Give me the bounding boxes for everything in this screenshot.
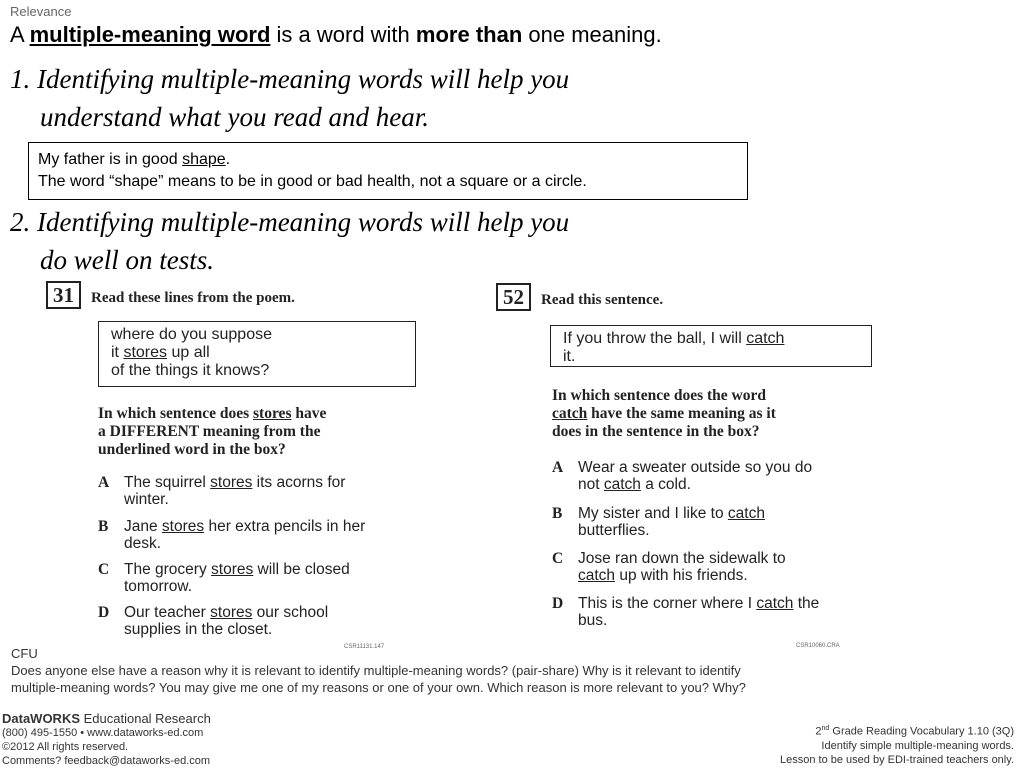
question-line: underlined word in the box? [98, 441, 286, 458]
option-line: Jane stores her extra pencils in her [124, 518, 366, 535]
item-code: CSR11131.147 [344, 644, 385, 650]
lesson-note: Lesson to be used by EDI-trained teachers only. [780, 753, 1014, 766]
footer-right [780, 722, 1014, 767]
cfu-text: Does anyone else have a reason why it is relevant to identify multiple-meaning words? (pair-share) Why is it relevant to identify multiple-meaning words? You may give me one of my reasons or one of your own. Which reason is more relevant to you? Why? [11, 663, 746, 695]
poem-line: of the things it knows? [111, 362, 270, 379]
option-line: tomorrow. [124, 578, 193, 595]
question-text [98, 405, 438, 459]
option-line: The squirrel stores its acorns for [124, 474, 346, 491]
point-1-line2: understand what you read and hear. [40, 102, 429, 132]
definition-suffix: one meaning. [528, 22, 662, 47]
definition [10, 22, 662, 48]
example-sentence-after: . [225, 151, 231, 168]
option-letter: C [552, 550, 564, 567]
option-line: supplies in the closet. [124, 621, 273, 638]
sentence-line: If you throw the ball, I will catch [563, 330, 785, 347]
option-line: The grocery stores will be closed [124, 561, 350, 578]
option-letter: B [98, 518, 109, 535]
sentence-box [550, 325, 872, 367]
option-letter: C [98, 561, 110, 578]
comments: Comments? feedback@dataworks-ed.com [2, 755, 211, 767]
grade-suffix: nd [821, 725, 830, 732]
point-2-line1: 2. Identifying multiple-meaning words will help you [10, 207, 570, 237]
option-letter: B [552, 505, 563, 522]
question-heading: Read these lines from the poem. [91, 290, 295, 306]
test-item-31 [46, 281, 466, 650]
copyright: ©2012 All rights reserved. [2, 741, 129, 753]
underlined-word: catch [756, 595, 794, 612]
question-line: a DIFFERENT meaning from the [98, 423, 321, 440]
option-line: bus. [578, 612, 608, 629]
definition-term: multiple-meaning word [29, 22, 271, 47]
option-letter: A [98, 474, 110, 491]
point-1 [10, 60, 569, 136]
option-line: This is the corner where I catch the [578, 595, 820, 612]
question-number: 31 [46, 281, 81, 309]
example-explanation: The word “shape” means to be in good or bad health, not a square or a circle. [38, 173, 587, 190]
point-1-line1: 1. Identifying multiple-meaning words will help you [10, 64, 570, 94]
option-line: Our teacher stores our school [124, 604, 329, 621]
poem-line: it stores up all [111, 344, 210, 361]
example-sentence [38, 149, 738, 171]
option-line: catch up with his friends. [578, 567, 748, 584]
underlined-word: catch [578, 567, 616, 584]
underlined-word: catch [727, 505, 765, 522]
question-text [552, 387, 892, 441]
option-line: Jose ran down the sidewalk to [578, 550, 786, 567]
test-item-52 [496, 283, 896, 649]
cfu-section [11, 645, 791, 696]
lesson-objective: Identify simple multiple-meaning words. [821, 739, 1014, 752]
underlined-word: stores [253, 405, 292, 422]
question-line: In which sentence does the word [552, 387, 766, 404]
definition-middle: is a word with [276, 22, 410, 47]
underlined-word: stores [210, 604, 253, 621]
question-line: does in the sentence in the box? [552, 423, 760, 440]
underlined-word: stores [161, 518, 205, 535]
sentence-line: it. [563, 348, 576, 365]
option-line: Wear a sweater outside so you do [578, 459, 813, 476]
underlined-word: catch [746, 330, 785, 347]
option-letter: D [552, 595, 564, 612]
contact: (800) 495-1550 • www.dataworks-ed.com [2, 727, 204, 739]
question-line: In which sentence does stores have [98, 405, 327, 422]
underlined-word: catch [603, 476, 641, 493]
underlined-word: stores [210, 474, 253, 491]
point-2 [10, 203, 569, 279]
cfu-label: CFU [11, 646, 38, 661]
point-2-line2: do well on tests. [40, 245, 214, 275]
underlined-word: stores [211, 561, 254, 578]
brand [2, 712, 211, 726]
definition-emphasis: more than [415, 22, 523, 47]
definition-prefix: A [10, 22, 24, 47]
example-sentence-word: shape [182, 151, 226, 168]
example-sentence-before: My father is in good [38, 151, 178, 168]
underlined-word: catch [552, 405, 588, 422]
option-line: not catch a cold. [578, 476, 691, 493]
footer-left [2, 712, 211, 768]
option-line: winter. [124, 491, 169, 508]
question-heading: Read this sentence. [541, 292, 664, 308]
option-letter: A [552, 459, 564, 476]
grade-number: 2 [815, 725, 822, 738]
grade-rest: Grade Reading Vocabulary 1.10 (3Q) [829, 725, 1014, 738]
section-label: Relevance [10, 4, 72, 19]
option-letter: D [98, 604, 110, 621]
question-number: 52 [496, 283, 531, 311]
item-code: CSR10060.CRA [796, 643, 840, 649]
lesson-grade [780, 722, 1014, 739]
poem-box [98, 321, 416, 387]
option-line: My sister and I like to catch [578, 505, 765, 522]
option-line: butterflies. [578, 522, 650, 539]
poem-line: where do you suppose [111, 326, 272, 343]
brand-bold: DataWORKS [2, 711, 81, 726]
underlined-word: stores [123, 344, 168, 361]
option-line: desk. [124, 535, 162, 552]
example-box [28, 142, 748, 200]
brand-rest: Educational Research [80, 711, 211, 726]
question-line: catch have the same meaning as it [552, 405, 776, 422]
